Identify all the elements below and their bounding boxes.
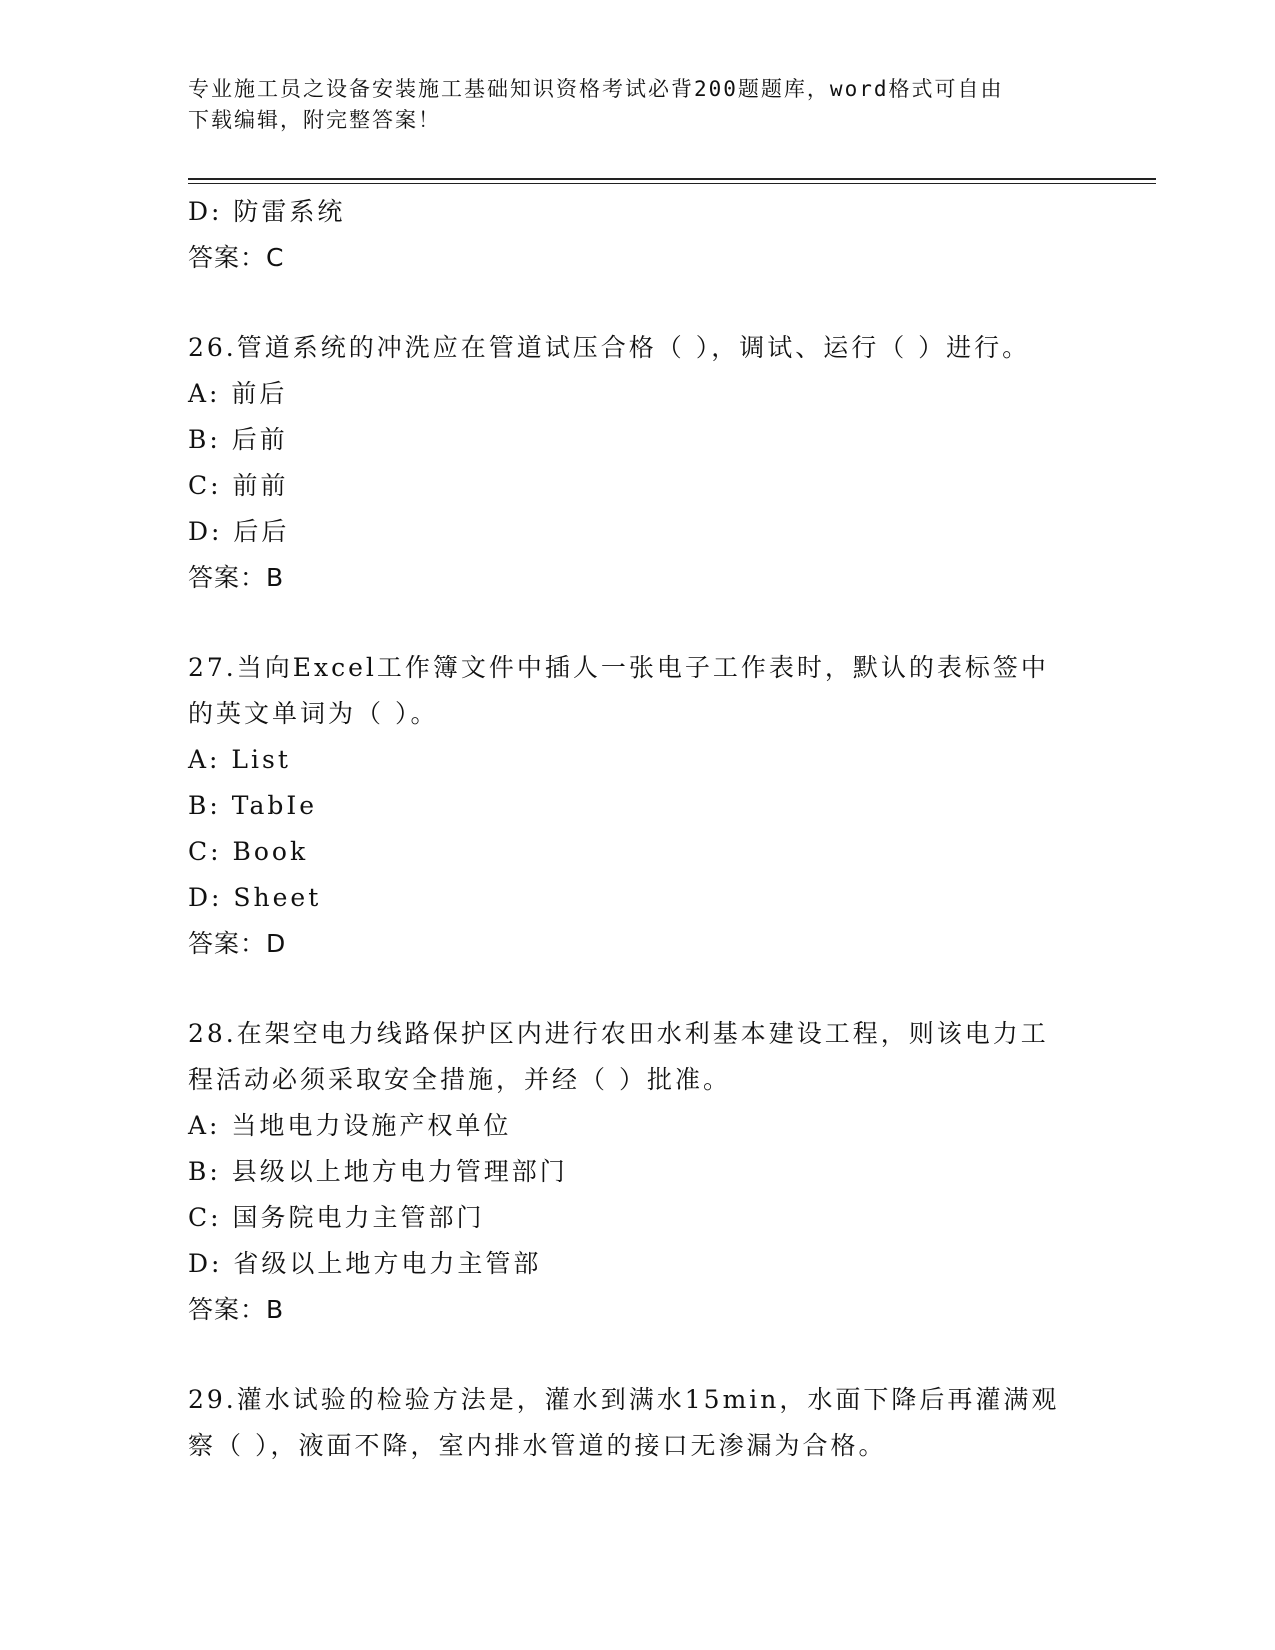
- header-title-line-1: 专业施工员之设备安装施工基础知识资格考试必背200题题库，word格式可自由: [188, 77, 1004, 101]
- question-26: [188, 325, 1088, 601]
- answer: 答案：B: [188, 1295, 285, 1324]
- question-text-continued: 的英文单词为（ ）。: [188, 699, 439, 728]
- option-d: D: 后后: [188, 517, 290, 546]
- option-d: D: 防雷系统: [188, 197, 346, 226]
- option-a: A: 当地电力设施产权单位: [188, 1111, 512, 1140]
- option-a: A: List: [188, 745, 291, 774]
- page-header: [188, 74, 1088, 136]
- option-c: C: 国务院电力主管部门: [188, 1203, 485, 1232]
- option-b: B: TabIe: [188, 791, 318, 820]
- question-29: [188, 1377, 1088, 1469]
- question-28: [188, 1011, 1088, 1333]
- spacer: [188, 1333, 1088, 1377]
- answer: 答案：B: [188, 563, 285, 592]
- spacer: [188, 281, 1088, 325]
- question-text: 28.在架空电力线路保护区内进行农田水利基本建设工程，则该电力工: [188, 1019, 1049, 1048]
- question-text: 26.管道系统的冲洗应在管道试压合格（ ），调试、运行（ ）进行。: [188, 333, 1031, 362]
- spacer: [188, 967, 1088, 1011]
- answer: 答案：C: [188, 243, 285, 272]
- option-d: D: Sheet: [188, 883, 322, 912]
- spacer: [188, 601, 1088, 645]
- option-a: A: 前后: [188, 379, 288, 408]
- option-d: D: 省级以上地方电力主管部: [188, 1249, 542, 1278]
- option-b: B: 县级以上地方电力管理部门: [188, 1157, 568, 1186]
- question-text: 29.灌水试验的检验方法是，灌水到满水15min，水面下降后再灌满观: [188, 1385, 1060, 1414]
- question-25-tail: [188, 189, 1088, 281]
- option-c: C: 前前: [188, 471, 289, 500]
- option-c: C: Book: [188, 837, 309, 866]
- answer: 答案：D: [188, 929, 287, 958]
- question-27: [188, 645, 1088, 967]
- question-text-continued: 察（ ），液面不降，室内排水管道的接口无渗漏为合格。: [188, 1431, 887, 1460]
- option-b: B: 后前: [188, 425, 288, 454]
- header-divider: [188, 178, 1156, 184]
- header-title-line-2: 下载编辑，附完整答案！: [188, 108, 441, 132]
- question-text-continued: 程活动必须采取安全措施，并经（ ）批准。: [188, 1065, 731, 1094]
- question-text: 27.当向Excel工作簿文件中插人一张电子工作表时，默认的表标签中: [188, 653, 1049, 682]
- question-content: [188, 189, 1088, 1469]
